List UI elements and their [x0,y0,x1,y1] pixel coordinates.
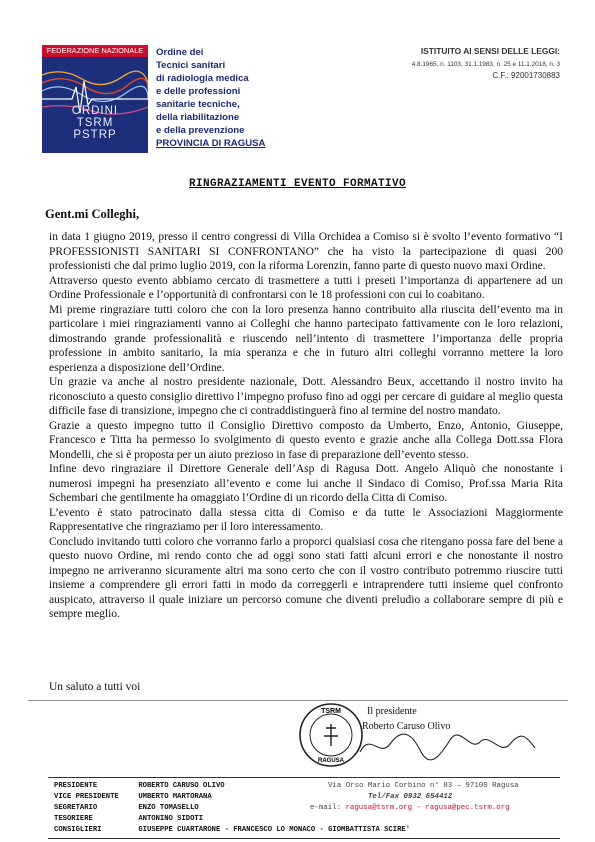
closing: Un saluto a tutti voi [49,681,141,693]
footer-person: ROBERTO CARUSO OLIVO [138,782,225,790]
paragraph: Un grazie va anche al nostro presidente nazionale, Dott. Alessandro Beux, accettando il nostro invito ha riconosciuto a questo consiglio direttivo l’impegno profuso fino ad oggi per cercare di guidare al meglio questa difficile fase di transizione, impegno che ci contraddistinguerà fino al termine del nostro mandato. [49,376,563,417]
logo-top-text: FEDERAZIONE NAZIONALE [42,45,148,57]
footer-role: CONSIGLIERI [54,826,102,834]
logo-line-ordini: ORDINI [71,105,119,117]
institute-title: ISTITUITO AI SENSI DELLE LEGGI: [420,46,560,56]
logo-line-pstrp: PSTRP [73,129,117,141]
signature-role: Il presidente [367,706,417,717]
footer-person: ENZO TOMASELLO [138,804,199,812]
handwritten-signature-icon [350,722,540,764]
paragraph: Grazie a questo impegno tutto il Consiglio Direttivo composto da Umberto, Enzo, Antonio, Giuseppe, Francesco e Titta ha permesso lo svolgimento di questo evento e grazie anche alla Collega Dott.ssa Flora Mondelli, che si è proposta per un aiuto prezioso in fase di preparazione dell’evento stesso. [49,419,563,461]
paragraph: Infine devo ringraziare il Direttore Generale dell’Asp di Ragusa Dott. Angelo Aliquò che nonostante i numerosi impegni ha presenziato all’evento e come lui anche il Sindaco di Comiso, Prof.ssa Maria Rita Schembari che gentilmente ha omaggiato l’Ordine di un ricordo della Citta di Comiso. [49,463,563,504]
svg-text:RAGUSA: RAGUSA [317,758,345,764]
footer-role: VICE PRESIDENTE [54,793,119,801]
org-province: PROVINCIA DI RAGUSA [156,138,266,149]
org-line: della riabilitazione [156,112,240,123]
footer-email [310,804,510,812]
institute-fiscal-code: C.F.: 92001730883 [492,71,560,80]
email-label: e-mail: [310,804,342,812]
org-line: Tecnici sanitari [156,60,226,71]
footer-role: TESORIERE [54,815,93,823]
paragraph: Concludo invitando tutti coloro che vorranno farlo a proporci qualsiasi cosa che ritengano possa fare del bene a questo nuovo Ordine, mi rendo conto che ad oggi sono stati fatti alcuni errori e che nonostante il nostro impegno ne arriveranno sicuramente altri ma sono certo che con il vostro contributo potremmo riuscire tutti insieme a comprendere gli errori fatti in modo da correggerli e intraprendere tutti insieme quel confronto auspicato, attraverso il quale iniziare un percorso comune che diventi preludio a collaborare sempre di più e sempre meglio. [49,535,563,620]
footer-person: GIUSEPPE CUARTARONE - FRANCESCO LO MONACO - GIOMBATTISTA SCIRE' [138,826,411,834]
greeting: Gent.mi Colleghi, [45,207,140,221]
paragraph: L’evento è stato patrocinato dalla stessa citta di Comiso e da tutte le Associazioni Maggiormente Rappresentative che ringraziamo per il loro interessamento. [49,506,563,533]
paragraph: Mi preme ringraziare tutti coloro che con la loro presenza hanno contribuito alla riuscita dell’evento ma in particolare i miei ringraziamenti vanno ai Colleghi che hanno partecipato fattivamente con le loro relazioni, dimostrando grande professionalità e riuscendo nell’intento di trasmettere l’importanza delle propria professione in ambito sanitario, la mia speranza e che in futuro altri colleghi vorranno mettere la loro esperienza a disposizione dell’Ordine. [49,303,563,374]
org-line: di radiologia medica [156,73,249,84]
paragraph: in data 1 giugno 2019, presso il centro congressi di Villa Orchidea a Comiso si è svolto l’evento formativo “I PROFESSIONISTI SANITARI SI CONFRONTANO” che ha visto la partecipazione di quasi 200 professionisti che dal primo luglio 2019, con la riforma Lorenzin, fanno parte di questo nuovo maxi Ordine. [49,231,563,272]
letter-body [49,230,563,622]
paragraph: Attraverso questo evento abbiamo cercato di trasmettere a tutti i preseti l’importanza di appartenere ad un Ordine Professionale e l’opportunità di confrontarsi con le 18 professioni con cui lo coabitano. [49,274,563,301]
footer-row [54,826,410,834]
footer-role: SEGRETARIO [54,804,98,812]
footer-person: ANTONINO SIDOTI [138,815,204,823]
org-line: e delle professioni [156,86,241,97]
org-line: Ordine dei [156,47,204,58]
footer-person: UMBERTO MARTORANA [138,793,212,801]
org-line: e della prevenzione [156,125,245,136]
logo-line-tsrm: TSRM [76,117,114,129]
footer-row [54,815,203,823]
footer [48,777,560,839]
footer-address: Via Orso Mario Corbino n° 83 – 97100 Ragusa [328,782,519,790]
footer-row [54,782,225,790]
email-link[interactable]: ragusa@tsrm.org - ragusa@pec.tsrm.org [345,804,510,812]
org-name [156,46,265,150]
signature-name: Roberto Caruso Olivo [362,721,451,732]
institute-laws: 4.8.1965, n. 1103, 31.1.1983, n. 25 e 11.1.2018, n. 3 [411,61,560,68]
footer-role: PRESIDENTE [54,782,98,790]
org-line: sanitarie tecniche, [156,99,240,110]
footer-row [54,793,212,801]
logo [42,45,148,153]
document-title: RINGRAZIAMENTI EVENTO FORMATIVO [188,178,407,190]
svg-text:TSRM: TSRM [321,708,341,715]
footer-row [54,804,199,812]
footer-telfax: Tel/Fax 0932 654412 [368,793,453,801]
institute-info [370,46,560,80]
